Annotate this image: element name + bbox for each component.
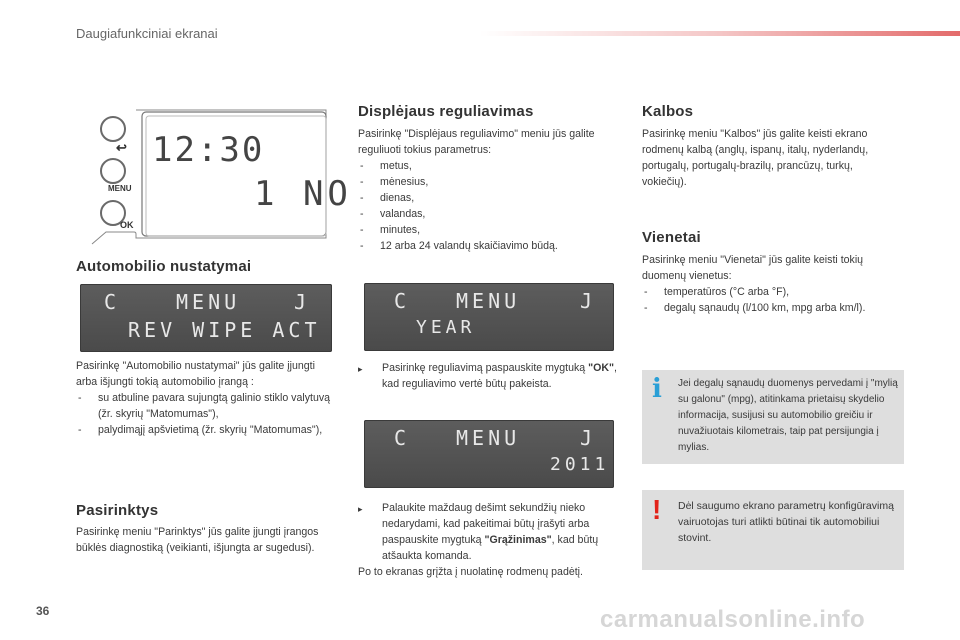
languages-heading: Kalbos: [642, 103, 694, 120]
radio-illustration: [86, 104, 352, 244]
warning-icon: !: [652, 494, 662, 525]
running-header: Daugiafunkciniai ekranai: [76, 26, 218, 41]
options-text: Pasirinkę meniu "Parinktys" jūs galite įjungti įrangos būklės diagnostiką (veikianti, išjungta ar sugedusi).: [76, 526, 319, 554]
units-text: [642, 252, 904, 316]
list-item: - mėnesius,: [358, 174, 608, 190]
info-icon: i: [652, 374, 662, 404]
lcd-line2-text: REV WIPE ACT: [128, 318, 321, 342]
info-note-text: Jei degalų sąnaudų duomenys pervedami į "mylią su galonu" (mpg), atitinkama prietaisų skydelio informacija, susijusi su automobilio greičiu ir nuvažiuotais kilometrais, taip pat persijungia į mylias.: [678, 378, 898, 453]
back-icon: ↩: [116, 140, 127, 155]
menu-button-label: MENU: [108, 184, 132, 193]
display-heading: Displėjaus reguliavimas: [358, 103, 534, 120]
lcd-bracket-left: C: [394, 289, 411, 313]
units-intro: Pasirinkę meniu "Vienetai" jūs galite keisti tokių duomenų vienetus:: [642, 254, 864, 282]
lcd-bracket-left: C: [104, 290, 121, 314]
car-settings-lcd: [80, 284, 332, 352]
list-item: - minutes,: [358, 222, 608, 238]
list-item: - valandas,: [358, 206, 608, 222]
list-item: - dienas,: [358, 190, 608, 206]
lcd-bracket-right: J: [294, 290, 311, 314]
lcd-line2-text: YEAR: [416, 317, 476, 338]
lcd-bracket-right: J: [580, 289, 597, 313]
clock-display: 12:30: [152, 130, 265, 170]
arrow-bullet-icon: ▸: [358, 504, 363, 514]
lcd-line2-text: 2011: [550, 454, 610, 475]
lcd-menu-text: MENU: [456, 289, 521, 313]
car-settings-heading: Automobilio nustatymai: [76, 258, 252, 275]
back-button[interactable]: [100, 116, 126, 142]
list-item: - temperatūros (°C arba °F),: [642, 284, 904, 300]
watermark: carmanualsonline.info: [600, 606, 866, 633]
segment-display: 1 NO: [254, 174, 352, 214]
lcd-menu-text: MENU: [456, 426, 521, 450]
menu-button[interactable]: [100, 158, 126, 184]
list-item: - metus,: [358, 158, 608, 174]
car-settings-list: [76, 390, 338, 438]
units-list: [642, 284, 904, 316]
list-item: - palydimąjį apšvietimą (žr. skyrių "Matomumas"),: [76, 422, 338, 438]
step-wait-or-back: ▸ Palaukite maždaug dešimt sekundžių nieko nedarydami, kad pakeitimai būtų įrašyti arba paspauskite mygtuką "Grąžinimas", kad būtų atšaukta komanda.: [358, 502, 599, 562]
lcd-bracket-left: C: [394, 426, 411, 450]
page-number: 36: [36, 604, 50, 618]
lcd-menu-text: MENU: [176, 290, 241, 314]
display-text: [358, 126, 608, 254]
info-note: [642, 370, 904, 464]
list-item: - 12 arba 24 valandų skaičiavimo būdą.: [358, 238, 608, 254]
options-heading: Pasirinktys: [76, 502, 159, 519]
year-value-lcd: [364, 420, 614, 488]
car-settings-text: [76, 358, 338, 438]
warning-note-text: Dėl saugumo ekrano parametrų konfigūravimą vairuotojas turi atlikti būtinai tik automobiliui stovint.: [678, 500, 894, 544]
step-select-ok: ▸ Pasirinkę reguliavimą paspauskite mygtuką "OK", kad reguliavimo vertė būtų pakeista.: [358, 362, 617, 390]
units-heading: Vienetai: [642, 229, 701, 246]
list-item: - degalų sąnaudų (l/100 km, mpg arba km/l).: [642, 300, 904, 316]
year-lcd: [364, 283, 614, 351]
lcd-bracket-right: J: [580, 426, 597, 450]
ok-button-label: OK: [120, 220, 134, 230]
header-rule: [480, 31, 960, 36]
display-intro: Pasirinkę "Displėjaus reguliavimo" meniu jūs galite reguliuoti tokius parametrus:: [358, 128, 595, 156]
warning-note: [642, 490, 904, 570]
languages-text: Pasirinkę meniu "Kalbos" jūs galite keisti ekrano rodmenų kalbą (anglų, ispanų, italų, nyderlandų, portugalų, portugalų-brazilų, prancūzų, turkų, vokiečių).: [642, 128, 869, 188]
car-settings-intro: Pasirinkę "Automobilio nustatymai" jūs galite įjungti arba išjungti tokią automobilio įrangą :: [76, 360, 315, 388]
arrow-bullet-icon: ▸: [358, 364, 363, 374]
display-return-text: Po to ekranas grįžta į nuolatinę rodmenų padėtį.: [358, 566, 583, 578]
list-item: - su atbuline pavara sujungtą galinio stiklo valytuvą (žr. skyrių "Matomumas"),: [76, 390, 338, 422]
display-params-list: [358, 158, 608, 254]
